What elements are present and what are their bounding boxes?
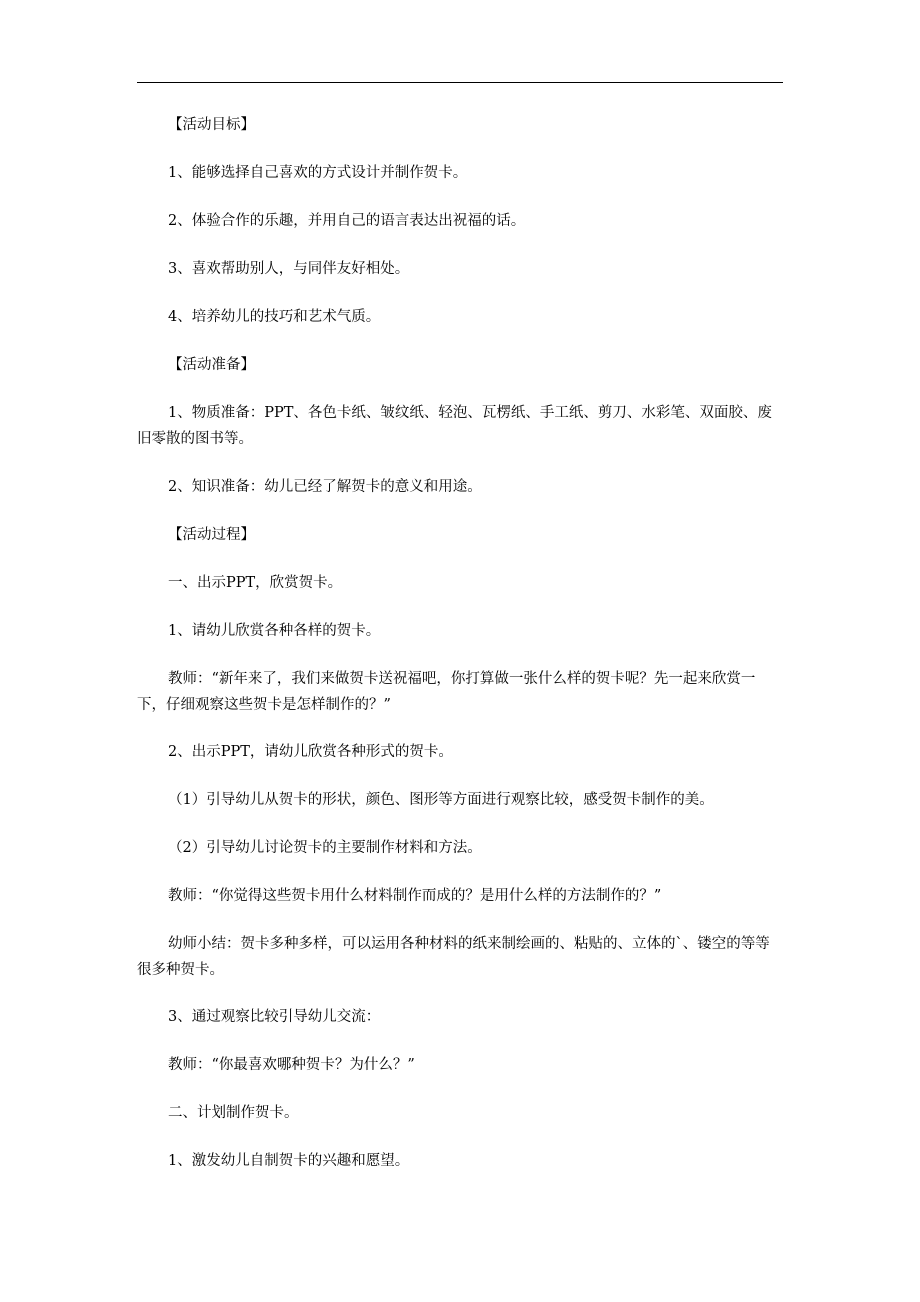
process-substep-1-1: 1、请幼儿欣赏各种各样的贺卡。: [168, 623, 381, 639]
objective-item-4: 4、培养幼儿的技巧和艺术气质。: [168, 309, 381, 325]
guidance-item-2: （2）引导幼儿讨论贺卡的主要制作材料和方法。: [168, 840, 482, 856]
objective-item-3: 3、喜欢帮助别人，与同伴友好相处。: [168, 261, 410, 277]
process-substep-1-3: 3、通过观察比较引导幼儿交流：: [168, 1009, 381, 1025]
process-step-1: 一、出示PPT，欣赏贺卡。: [168, 575, 343, 591]
header-rule: [137, 82, 783, 83]
objective-item-1: 1、能够选择自己喜欢的方式设计并制作贺卡。: [168, 165, 468, 181]
process-substep-2-1: 1、激发幼儿自制贺卡的兴趣和愿望。: [168, 1153, 410, 1169]
objective-item-2: 2、体验合作的乐趣，并用自己的语言表达出祝福的话。: [168, 213, 526, 229]
preparation-item-1: 1、物质准备：PPT、各色卡纸、皱纹纸、轻泡、瓦楞纸、手工纸、剪刀、水彩笔、双面胶、废旧零散的图书等。: [137, 405, 772, 447]
teacher-quote-3: 教师：“你最喜欢哪种贺卡？为什么？”: [168, 1057, 415, 1073]
teacher-quote-1: 教师：“新年来了，我们来做贺卡送祝福吧，你打算做一张什么样的贺卡呢？先一起来欣赏一下，仔细观察这些贺卡是怎样制作的？”: [137, 671, 756, 713]
process-step-2: 二、计划制作贺卡。: [168, 1105, 299, 1121]
section-heading-process: 【活动过程】: [168, 527, 255, 543]
teacher-summary: 幼师小结：贺卡多种多样，可以运用各种材料的纸来制绘画的、粘贴的、立体的`、镂空的等等很多种贺卡。: [137, 936, 770, 978]
preparation-item-2: 2、知识准备：幼儿已经了解贺卡的意义和用途。: [168, 479, 482, 495]
process-substep-1-2: 2、出示PPT，请幼儿欣赏各种形式的贺卡。: [168, 744, 453, 760]
section-heading-objectives: 【活动目标】: [168, 117, 255, 133]
guidance-item-1: （1）引导幼儿从贺卡的形状，颜色、图形等方面进行观察比较，感受贺卡制作的美。: [168, 792, 714, 808]
section-heading-preparation: 【活动准备】: [168, 357, 255, 373]
teacher-quote-2: 教师：“你觉得这些贺卡用什么材料制作而成的？是用什么样的方法制作的？”: [168, 888, 662, 904]
